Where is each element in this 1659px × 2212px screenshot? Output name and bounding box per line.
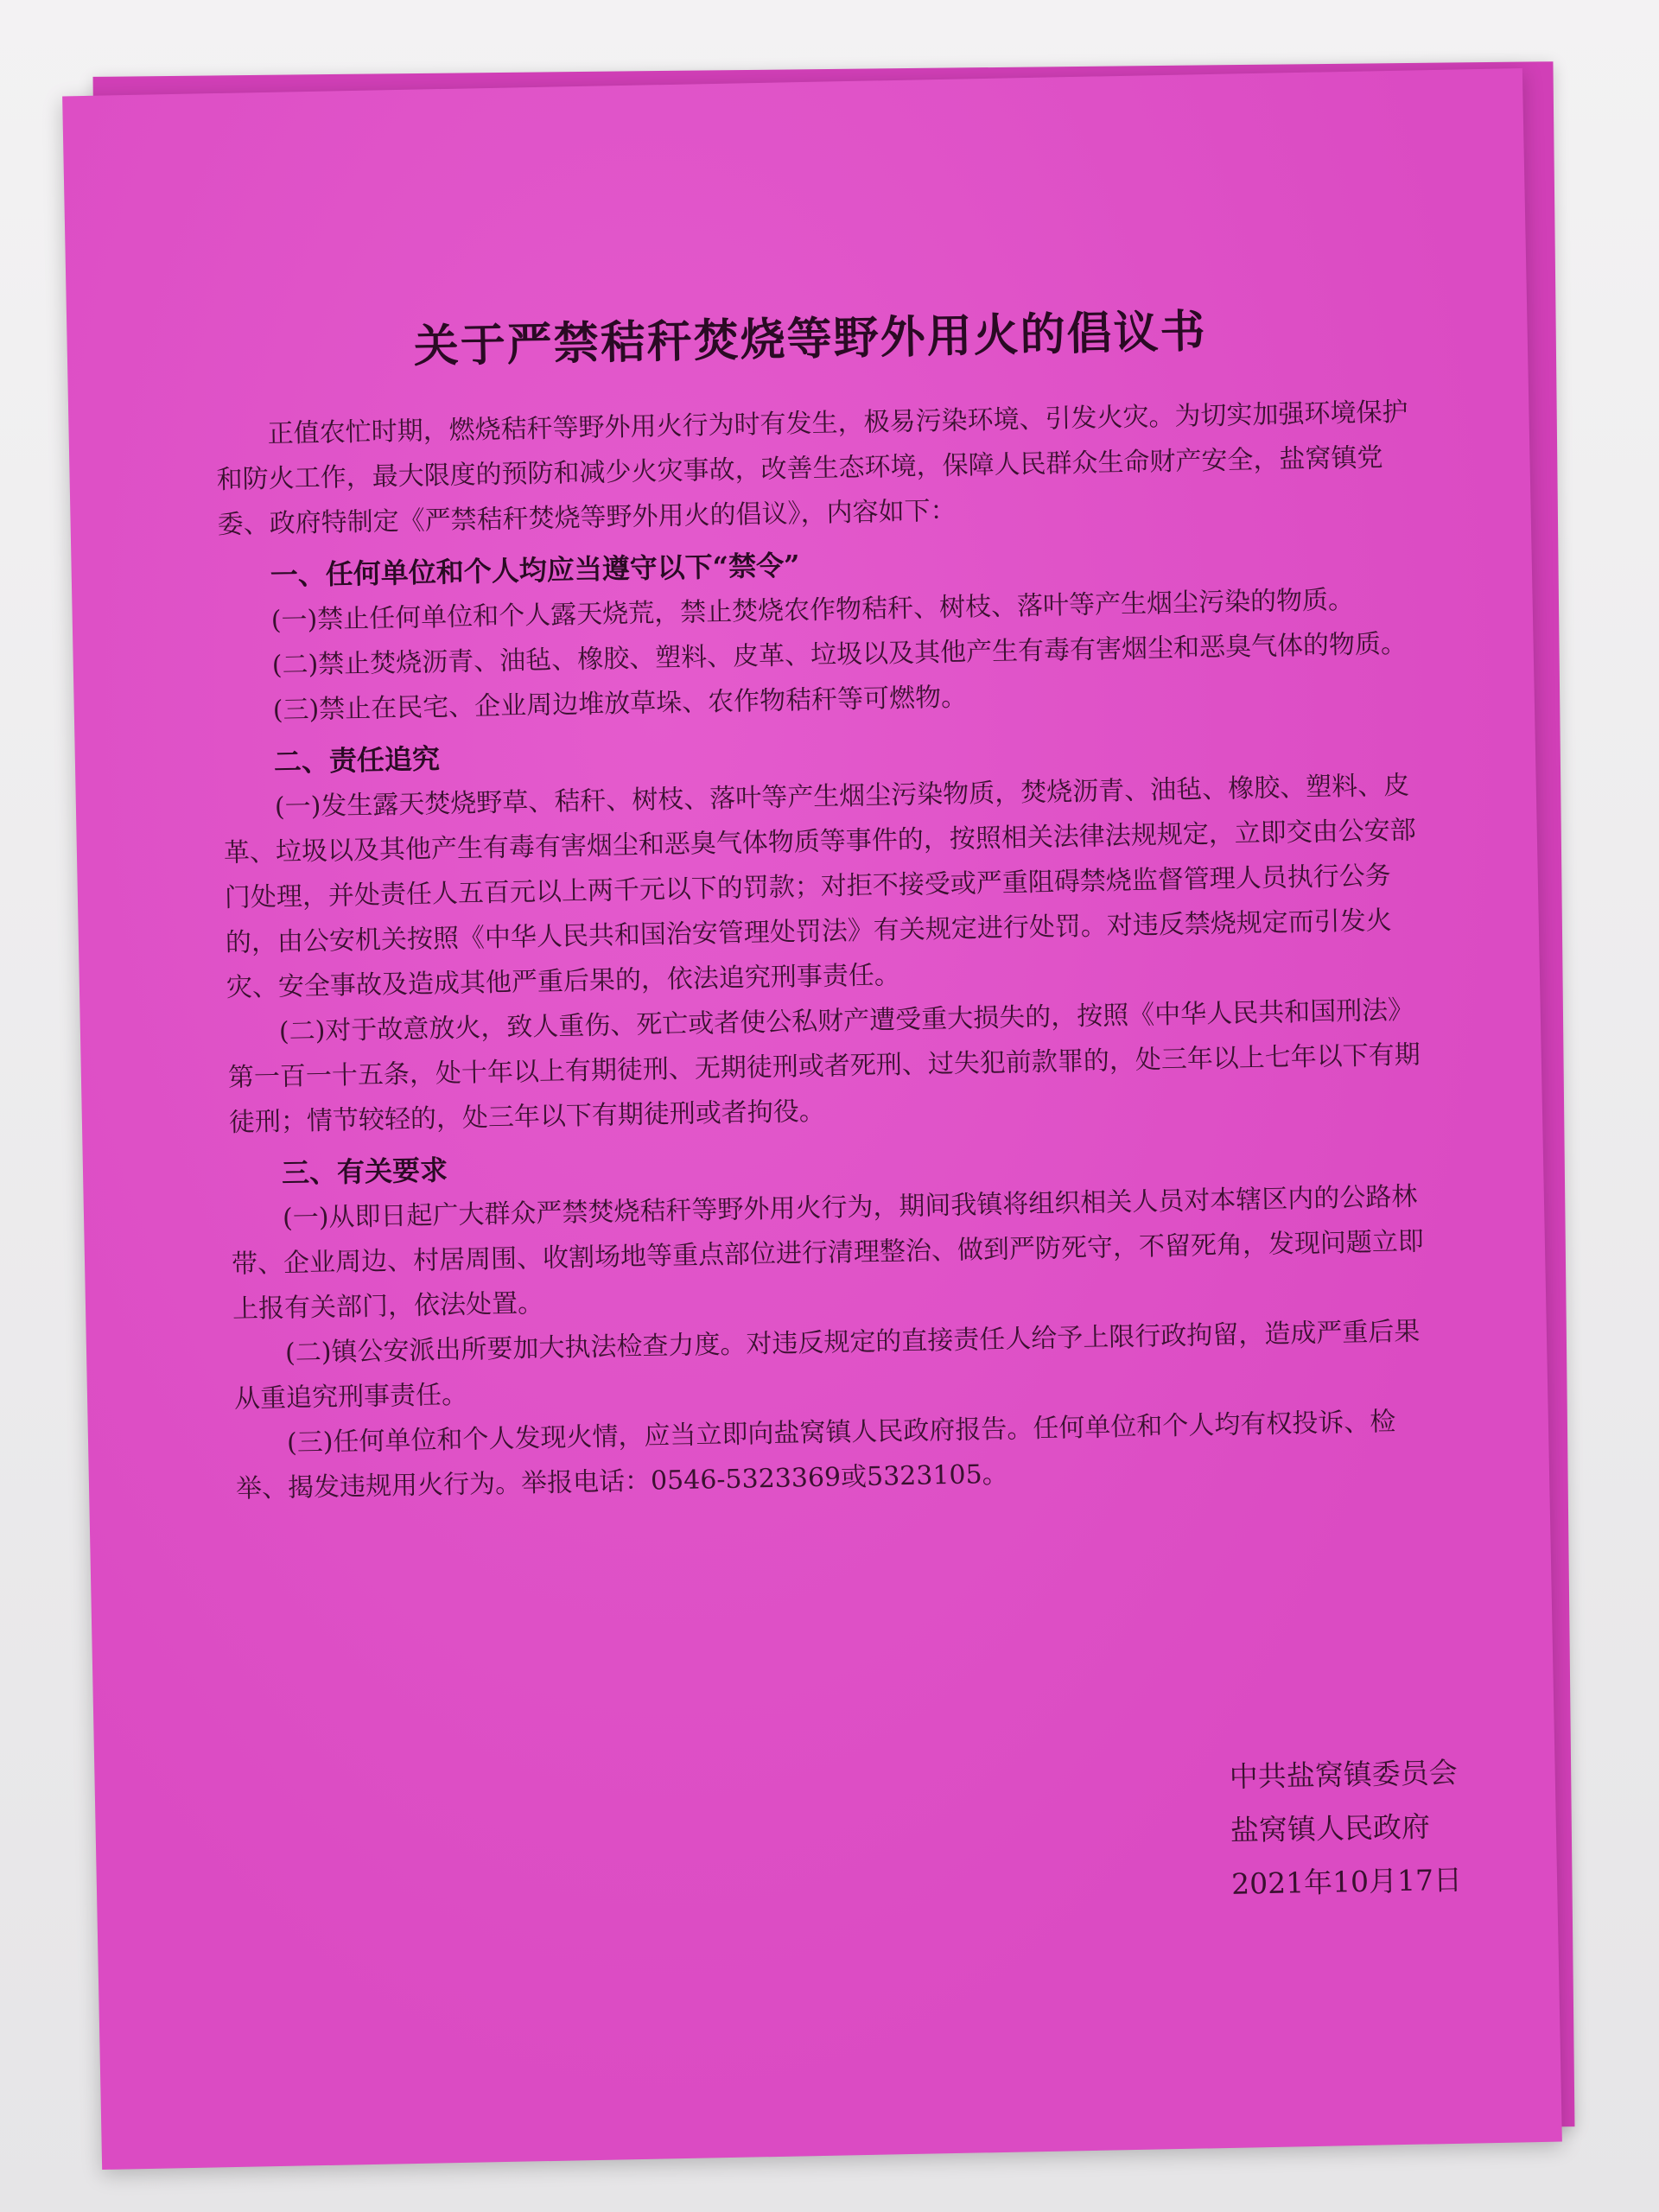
section-1-item-2: (二)禁止焚烧沥青、油毡、橡胶、塑料、皮革、垃圾以及其他产生有毒有害烟尘和恶臭气体的物质。 <box>271 628 1408 681</box>
section-1-item-3: (三)禁止在民宅、企业周边堆放草垛、农作物秸秆等可燃物。 <box>272 682 968 726</box>
section-3-item-1: (一)从即日起广大群众严禁焚烧秸秆等野外用火行为，期间我镇将组织相关人员对本辖区内的公路林带、企业周边、村居周围、收割场地等重点部位进行清理整治、做到严防死守，不留死角，发现问题立即上报有关部门，依法处置。 <box>231 1181 1425 1325</box>
section-2-item-2: (二)对于故意放火，致人重伤、死亡或者使公私财产遭受重大损失的，按照《中华人民共和国刑法》第一百一十五条，处十年以上有期徒刑、无期徒刑或者死刑、过失犯前款罪的，处三年以上七年以下有期徒刑；情节较轻的，处三年以下有期徒刑或者拘役。 <box>227 995 1421 1138</box>
pink-paper-sheet <box>62 68 1562 2170</box>
section-1-item-1: (一)禁止任何单位和个人露天烧荒，禁止焚烧农作物秸秆、树枝、落叶等产生烟尘污染的物质。 <box>270 584 1355 636</box>
section-3-item-3: (三)任何单位和个人发现火情，应当立即向盐窝镇人民政府报告。任何单位和个人均有权投诉、检举、揭发违规用火行为。举报电话：0546-5323369或5323105。 <box>235 1407 1396 1504</box>
section-heading-3: 三、有关要求 <box>281 1154 448 1190</box>
section-2-item-1: (一)发生露天焚烧野草、秸秆、树枝、落叶等产生烟尘污染物质，焚烧沥青、油毡、橡胶、塑料、皮革、垃圾以及其他产生有毒有害烟尘和恶臭气体物质等事件的，按照相关法律法规规定，立即交由公安部门处理，并处责任人五百元以上两千元以下的罚款；对拒不接受或严重阻碍禁烧监督管理人员执行公务的，由公安机关按照《中华人民共和国治安管理处罚法》有关规定进行处罚。对违反禁烧规定而引发火灾、安全事故及造成其他严重后果的，依法追究刑事责任。 <box>223 770 1417 1003</box>
document-title: 关于严禁秸秆焚烧等野外用火的倡议书 <box>413 305 1208 373</box>
section-heading-1: 一、任何单位和个人均应当遵守以下“禁令” <box>270 549 800 592</box>
intro-paragraph: 正值农忙时期，燃烧秸秆等野外用火行为时有发生，极易污染环境、引发火灾。为切实加强环境保护和防火工作，最大限度的预防和减少火灾事故，改善生态环境，保障人民群众生命财产安全，盐窝镇党委、政府特制定《严禁秸秆焚烧等野外用火的倡议》，内容如下： <box>216 397 1408 541</box>
document-body <box>213 291 1428 1512</box>
signature-date: 2021年10月17日 <box>1230 1862 1463 1901</box>
section-3-item-2: (二)镇公安派出所要加大执法检查力度。对违反规定的直接责任人给予上限行政拘留，造成严重后果从重追究刑事责任。 <box>233 1316 1421 1414</box>
signature-org-party-committee: 中共盐窝镇委员会 <box>1229 1755 1459 1794</box>
signature-block <box>1229 1746 1462 1911</box>
section-heading-2: 二、责任追究 <box>273 742 441 779</box>
signature-org-government: 盐窝镇人民政府 <box>1230 1809 1431 1847</box>
